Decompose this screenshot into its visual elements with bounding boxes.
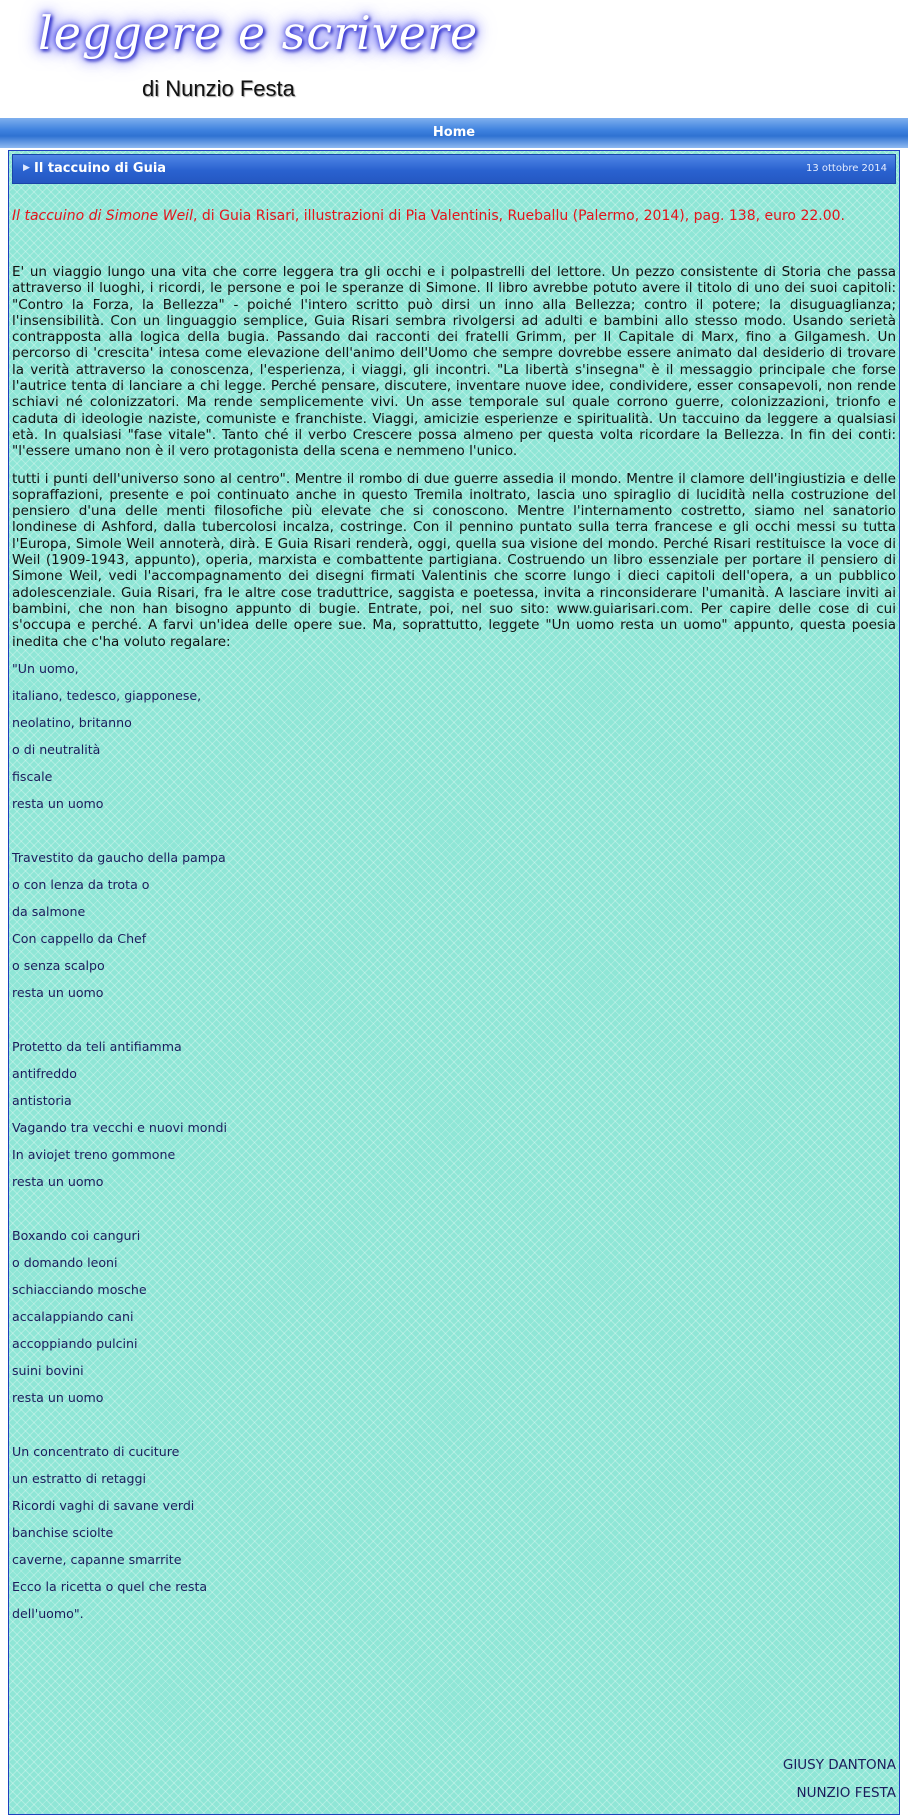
poem-line: banchise sciolte	[12, 1524, 114, 1540]
stanza-gap	[12, 1201, 896, 1228]
site-logo-title[interactable]: leggere e scrivere	[38, 6, 479, 60]
poem-line: fiscale	[12, 768, 53, 784]
poem-line: italiano, tedesco, giapponese,	[12, 687, 202, 703]
poem-line: resta un uomo	[12, 1173, 104, 1189]
post-header	[12, 154, 896, 184]
book-details: , di Guia Risari, illustrazioni di Pia Valentinis, Rueballu (Palermo, 2014), pag. 138, euro 22.00.	[192, 208, 845, 224]
site-header	[0, 0, 908, 118]
poem-line: Ricordi vaghi di savane verdi	[12, 1497, 195, 1513]
poem-line: Boxando coi canguri	[12, 1227, 141, 1243]
poem-line: antistoria	[12, 1092, 72, 1108]
book-info	[12, 207, 896, 225]
poem-line: "Un uomo,	[12, 660, 79, 676]
post-date: 13 ottobre 2014	[805, 163, 887, 174]
poem-line: o con lenza da trota o	[12, 876, 150, 892]
nav-bar	[0, 118, 908, 148]
signature: NUNZIO FESTA	[796, 1785, 896, 1801]
poem-line: Un concentrato di cuciture	[12, 1443, 180, 1459]
poem-line: accalappiando cani	[12, 1308, 134, 1324]
poem-line: antifreddo	[12, 1065, 77, 1081]
triangle-right-icon: ▶	[23, 163, 30, 173]
nav-home-link[interactable]: Home	[432, 125, 476, 140]
signatures	[783, 1757, 896, 1801]
stanza-gap	[12, 1417, 896, 1444]
poem-line: o di neutralità	[12, 741, 101, 757]
post-container	[8, 150, 900, 1815]
stanza-gap	[12, 1012, 896, 1039]
stanza-gap	[12, 823, 896, 850]
poem-line: resta un uomo	[12, 984, 104, 1000]
review-paragraph: tutti i punti dell'universo sono al centro". Mentre il rombo di due guerre assedia il mondo. Mentre il clamore dell'ingiustizia e delle sopraffazioni, presente e poi continuato anche in questo Tremila inoltrato, lascia uno spiraglio di lucidità nella costruzione del pensiero d'una delle menti filosofiche più elevate che si conoscono. Mentre l'internamento costretto, siamo nel sanatorio londinese di Ashford, dalla tubercolosi incalza, costringe. Con il pennino puntato sulla terra francese e gli occhi messi su tutta l'Europa, Simole Weil annoterà, dirà. E Guia Risari renderà, oggi, quella sua visione del mondo. Perché Risari restituisce la voce di Weil (1909-1943, appunto), operia, marxista e combattente partigiana. Costruendo un libro essenziale per portare il pensiero di Simone Weil, vedi l'accompagnamento dei disegni firmati Valentinis che scorre lungo i dieci capitoli dell'opera, a un pubblico adolescenziale. Guia Risari, fra le altre cose traduttrice, saggista e poetessa, invita a rinconsiderare l'umanità. A lasciare inviti ai bambini, che non han bisogno appunto di bugie. Entrate, poi, nel suo sito: www.guiarisari.com. Per capire delle cose di cui s'occupa e perché. A farvi un'idea delle opere sue. Ma, soprattutto, leggete "Un uomo resta un uomo" appunto, questa poesia inedita che c'ha voluto regalare:	[12, 470, 896, 650]
poem-line: accoppiando pulcini	[12, 1335, 138, 1351]
site-logo-subtitle: di Nunzio Festa	[142, 76, 295, 101]
book-title: Il taccuino di Simone Weil	[12, 208, 193, 224]
poem-line: Travestito da gaucho della pampa	[12, 849, 226, 865]
post-body	[12, 207, 896, 1633]
poem-line: Vagando tra vecchi e nuovi mondi	[12, 1119, 227, 1135]
post-title[interactable]: Il taccuino di Guia	[34, 161, 167, 176]
poem-line: resta un uomo	[12, 1389, 104, 1405]
poem-line: In aviojet treno gommone	[12, 1146, 176, 1162]
poem-line: suini bovini	[12, 1362, 84, 1378]
poem	[12, 661, 896, 1633]
poem-line: o domando leoni	[12, 1254, 118, 1270]
poem-line: Protetto da teli antifiamma	[12, 1038, 182, 1054]
poem-line: resta un uomo	[12, 795, 104, 811]
poem-line: caverne, capanne smarrite	[12, 1551, 182, 1567]
poem-line: o senza scalpo	[12, 957, 105, 973]
poem-line: Ecco la ricetta o quel che resta	[12, 1578, 208, 1594]
poem-line: dell'uomo".	[12, 1605, 84, 1621]
poem-line: da salmone	[12, 903, 86, 919]
signature: GIUSY DANTONA	[782, 1757, 896, 1773]
poem-line: Con cappello da Chef	[12, 930, 147, 946]
review-paragraph: E' un viaggio lungo una vita che corre leggera tra gli occhi e i polpastrelli del lettore. Un pezzo consistente di Storia che passa attraverso il luoghi, i ricordi, le persone e poi le speranze di Simone. Il libro avrebbe potuto avere il titolo di uno dei suoi capitoli: "Contro la Forza, la Bellezza" - poiché l'intero scritto può dirsi un inno alla Bellezza; contro il potere; la disuguaglianza; l'insensibilità. Con un linguaggio semplice, Guia Risari sembra rivolgersi ad adulti e bambini allo stesso modo. Usando serietà contrapposta alla logica della bugia. Passando dai racconti dei fratelli Grimm, per Il Capitale di Marx, fino a Gilgamesh. Un percorso di 'crescita' intesa come elevazione dell'animo dell'Uomo che sempre dovrebbe essere animato dal desiderio di trovare la verità attraverso la conoscenza, l'esperienza, i viaggi, gli incontri. "La libertà s'insegna" è il messaggio principale che forse l'autrice tenta di lanciare a chi legge. Perché pensare, discutere, inventare nuove idee, condividere, esser consapevoli, non rende schiavi né colonizzatori. Ma rende semplicemente vivi. Un asse temporale sul quale corrono guerre, colonizzazioni, trionfo e caduta di ideologie naziste, comuniste e franchiste. Viaggi, amicizie esperienze e spiritualità. Un taccuino da leggere a qualsiasi età. In qualsiasi "fase vitale". Tanto ché il verbo Crescere possa almeno per questa volta ricordare la Bellezza. In fin dei conti: "l'essere umano non è il vero protagonista della scena e nemmeno l'unico.	[12, 264, 896, 460]
poem-line: un estratto di retaggi	[12, 1470, 146, 1486]
poem-line: schiacciando mosche	[12, 1281, 147, 1297]
poem-line: neolatino, britanno	[12, 714, 132, 730]
